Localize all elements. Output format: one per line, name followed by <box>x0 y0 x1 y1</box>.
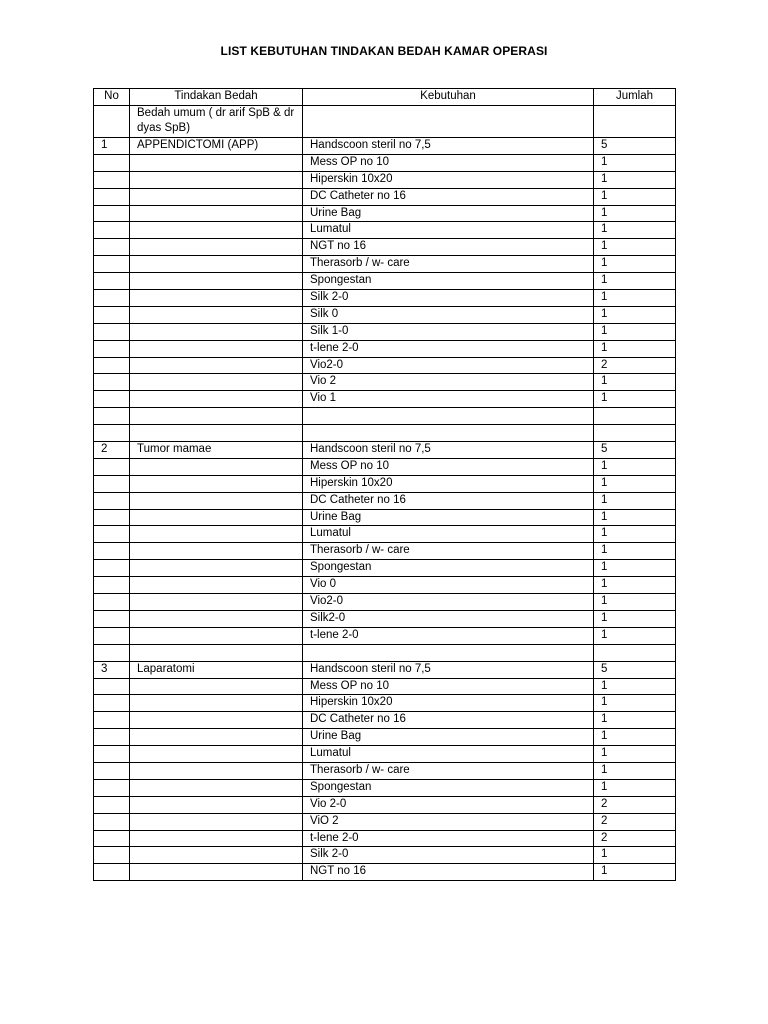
kebutuhan-cell: Vio2-0 <box>303 357 594 374</box>
table-row <box>94 106 676 138</box>
kebutuhan-cell: Spongestan <box>303 560 594 577</box>
kebutuhan-cell: Urine Bag <box>303 729 594 746</box>
kebutuhan-cell: t-lene 2-0 <box>303 830 594 847</box>
tindakan-cell <box>130 290 303 307</box>
row-number-cell <box>94 678 130 695</box>
kebutuhan-cell: NGT no 16 <box>303 864 594 881</box>
kebutuhan-cell: Handscoon steril no 7,5 <box>303 661 594 678</box>
jumlah-cell: 2 <box>594 796 676 813</box>
row-number-cell <box>94 273 130 290</box>
tindakan-cell <box>130 340 303 357</box>
kebutuhan-cell: Lumatul <box>303 746 594 763</box>
table-row <box>94 627 676 644</box>
tindakan-cell <box>130 425 303 442</box>
row-number-cell <box>94 729 130 746</box>
jumlah-cell: 1 <box>594 864 676 881</box>
tindakan-cell: Bedah umum ( dr arif SpB & dr dyas SpB) <box>130 106 303 138</box>
column-header-no: No <box>94 89 130 106</box>
kebutuhan-cell: Silk 0 <box>303 306 594 323</box>
row-number-cell <box>94 391 130 408</box>
tindakan-cell <box>130 306 303 323</box>
table-row <box>94 762 676 779</box>
jumlah-cell: 5 <box>594 138 676 155</box>
tindakan-cell <box>130 509 303 526</box>
row-number-cell <box>94 458 130 475</box>
tindakan-cell <box>130 864 303 881</box>
jumlah-cell: 1 <box>594 492 676 509</box>
table-row <box>94 391 676 408</box>
tindakan-cell <box>130 695 303 712</box>
table-row <box>94 154 676 171</box>
row-number-cell <box>94 526 130 543</box>
table-row <box>94 458 676 475</box>
table-row <box>94 273 676 290</box>
table-row <box>94 864 676 881</box>
jumlah-cell: 1 <box>594 627 676 644</box>
kebutuhan-cell: Vio 0 <box>303 577 594 594</box>
tindakan-cell <box>130 830 303 847</box>
jumlah-cell: 1 <box>594 526 676 543</box>
requirements-table <box>93 88 676 881</box>
kebutuhan-cell: Silk 2-0 <box>303 290 594 307</box>
tindakan-cell <box>130 256 303 273</box>
table-row <box>94 746 676 763</box>
jumlah-cell: 1 <box>594 188 676 205</box>
table-row <box>94 661 676 678</box>
table-row <box>94 205 676 222</box>
kebutuhan-cell: Handscoon steril no 7,5 <box>303 442 594 459</box>
jumlah-cell: 5 <box>594 661 676 678</box>
row-number-cell: 1 <box>94 138 130 155</box>
tindakan-cell <box>130 357 303 374</box>
tindakan-cell: Laparatomi <box>130 661 303 678</box>
tindakan-cell <box>130 154 303 171</box>
kebutuhan-cell: Silk 1-0 <box>303 323 594 340</box>
row-number-cell <box>94 594 130 611</box>
row-number-cell <box>94 864 130 881</box>
tindakan-cell <box>130 746 303 763</box>
tindakan-cell <box>130 729 303 746</box>
kebutuhan-cell: t-lene 2-0 <box>303 340 594 357</box>
kebutuhan-cell: Vio 1 <box>303 391 594 408</box>
jumlah-cell <box>594 644 676 661</box>
table-row <box>94 729 676 746</box>
row-number-cell <box>94 290 130 307</box>
kebutuhan-cell: Mess OP no 10 <box>303 678 594 695</box>
tindakan-cell <box>130 458 303 475</box>
table-row <box>94 408 676 425</box>
tindakan-cell <box>130 222 303 239</box>
kebutuhan-cell: Hiperskin 10x20 <box>303 475 594 492</box>
kebutuhan-cell: Lumatul <box>303 222 594 239</box>
row-number-cell <box>94 644 130 661</box>
tindakan-cell <box>130 374 303 391</box>
jumlah-cell: 1 <box>594 340 676 357</box>
tindakan-cell <box>130 273 303 290</box>
column-header-tindakan: Tindakan Bedah <box>130 89 303 106</box>
kebutuhan-cell: Urine Bag <box>303 509 594 526</box>
column-header-jumlah: Jumlah <box>594 89 676 106</box>
tindakan-cell <box>130 391 303 408</box>
tindakan-cell <box>130 323 303 340</box>
kebutuhan-cell: DC Catheter no 16 <box>303 492 594 509</box>
row-number-cell <box>94 695 130 712</box>
table-row <box>94 306 676 323</box>
jumlah-cell: 5 <box>594 442 676 459</box>
tindakan-cell: APPENDICTOMI (APP) <box>130 138 303 155</box>
kebutuhan-cell <box>303 425 594 442</box>
tindakan-cell <box>130 594 303 611</box>
row-number-cell <box>94 239 130 256</box>
jumlah-cell: 1 <box>594 594 676 611</box>
kebutuhan-cell <box>303 408 594 425</box>
kebutuhan-cell: Mess OP no 10 <box>303 458 594 475</box>
tindakan-cell <box>130 577 303 594</box>
table-row <box>94 543 676 560</box>
row-number-cell <box>94 154 130 171</box>
table-row <box>94 678 676 695</box>
row-number-cell <box>94 205 130 222</box>
kebutuhan-cell: ViO 2 <box>303 813 594 830</box>
jumlah-cell: 1 <box>594 695 676 712</box>
kebutuhan-cell: Silk 2-0 <box>303 847 594 864</box>
row-number-cell <box>94 408 130 425</box>
kebutuhan-cell: Vio 2-0 <box>303 796 594 813</box>
table-row <box>94 357 676 374</box>
row-number-cell: 3 <box>94 661 130 678</box>
jumlah-cell: 1 <box>594 509 676 526</box>
jumlah-cell: 1 <box>594 847 676 864</box>
kebutuhan-cell: Mess OP no 10 <box>303 154 594 171</box>
table-row <box>94 695 676 712</box>
row-number-cell <box>94 188 130 205</box>
jumlah-cell: 1 <box>594 239 676 256</box>
row-number-cell <box>94 796 130 813</box>
table-row <box>94 340 676 357</box>
page-title: LIST KEBUTUHAN TINDAKAN BEDAH KAMAR OPERASI <box>220 44 548 58</box>
table-row <box>94 171 676 188</box>
row-number-cell <box>94 492 130 509</box>
jumlah-cell: 2 <box>594 830 676 847</box>
table-row <box>94 323 676 340</box>
jumlah-cell: 2 <box>594 813 676 830</box>
jumlah-cell: 1 <box>594 222 676 239</box>
kebutuhan-cell: Hiperskin 10x20 <box>303 695 594 712</box>
table-row <box>94 256 676 273</box>
tindakan-cell <box>130 239 303 256</box>
table-row <box>94 813 676 830</box>
table-header-row <box>94 89 676 106</box>
row-number-cell: 2 <box>94 442 130 459</box>
row-number-cell <box>94 256 130 273</box>
row-number-cell <box>94 543 130 560</box>
row-number-cell <box>94 222 130 239</box>
jumlah-cell: 1 <box>594 475 676 492</box>
row-number-cell <box>94 560 130 577</box>
kebutuhan-cell: t-lene 2-0 <box>303 627 594 644</box>
table-row <box>94 560 676 577</box>
tindakan-cell <box>130 171 303 188</box>
jumlah-cell: 1 <box>594 256 676 273</box>
table-row <box>94 509 676 526</box>
jumlah-cell: 1 <box>594 678 676 695</box>
row-number-cell <box>94 610 130 627</box>
kebutuhan-cell: DC Catheter no 16 <box>303 188 594 205</box>
tindakan-cell <box>130 678 303 695</box>
kebutuhan-cell: Hiperskin 10x20 <box>303 171 594 188</box>
jumlah-cell <box>594 106 676 138</box>
tindakan-cell <box>130 610 303 627</box>
jumlah-cell <box>594 425 676 442</box>
kebutuhan-cell: Vio2-0 <box>303 594 594 611</box>
tindakan-cell <box>130 847 303 864</box>
table-row <box>94 374 676 391</box>
kebutuhan-cell: Silk2-0 <box>303 610 594 627</box>
table-row <box>94 577 676 594</box>
kebutuhan-cell: Handscoon steril no 7,5 <box>303 138 594 155</box>
jumlah-cell: 1 <box>594 306 676 323</box>
jumlah-cell: 1 <box>594 779 676 796</box>
row-number-cell <box>94 323 130 340</box>
row-number-cell <box>94 374 130 391</box>
jumlah-cell: 1 <box>594 391 676 408</box>
row-number-cell <box>94 779 130 796</box>
kebutuhan-cell: Spongestan <box>303 273 594 290</box>
tindakan-cell <box>130 779 303 796</box>
kebutuhan-cell: Spongestan <box>303 779 594 796</box>
table-row <box>94 779 676 796</box>
table-row <box>94 442 676 459</box>
tindakan-cell <box>130 796 303 813</box>
kebutuhan-cell: DC Catheter no 16 <box>303 712 594 729</box>
tindakan-cell <box>130 644 303 661</box>
kebutuhan-cell: Therasorb / w- care <box>303 762 594 779</box>
table-row <box>94 425 676 442</box>
jumlah-cell: 1 <box>594 273 676 290</box>
row-number-cell <box>94 746 130 763</box>
jumlah-cell: 1 <box>594 323 676 340</box>
table-row <box>94 644 676 661</box>
row-number-cell <box>94 340 130 357</box>
table-row <box>94 239 676 256</box>
kebutuhan-cell: NGT no 16 <box>303 239 594 256</box>
tindakan-cell <box>130 560 303 577</box>
jumlah-cell: 1 <box>594 374 676 391</box>
row-number-cell <box>94 306 130 323</box>
kebutuhan-cell <box>303 644 594 661</box>
table-row <box>94 796 676 813</box>
tindakan-cell <box>130 526 303 543</box>
table-row <box>94 712 676 729</box>
jumlah-cell: 1 <box>594 577 676 594</box>
row-number-cell <box>94 813 130 830</box>
jumlah-cell: 1 <box>594 762 676 779</box>
table-row <box>94 610 676 627</box>
row-number-cell <box>94 171 130 188</box>
jumlah-cell: 1 <box>594 729 676 746</box>
tindakan-cell: Tumor mamae <box>130 442 303 459</box>
tindakan-cell <box>130 543 303 560</box>
table-row <box>94 138 676 155</box>
row-number-cell <box>94 830 130 847</box>
tindakan-cell <box>130 492 303 509</box>
table-row <box>94 847 676 864</box>
jumlah-cell: 1 <box>594 290 676 307</box>
row-number-cell <box>94 847 130 864</box>
row-number-cell <box>94 762 130 779</box>
tindakan-cell <box>130 205 303 222</box>
table-row <box>94 492 676 509</box>
column-header-kebutuhan: Kebutuhan <box>303 89 594 106</box>
table-row <box>94 222 676 239</box>
jumlah-cell: 1 <box>594 205 676 222</box>
table-row <box>94 526 676 543</box>
tindakan-cell <box>130 627 303 644</box>
table-row <box>94 188 676 205</box>
jumlah-cell: 2 <box>594 357 676 374</box>
row-number-cell <box>94 577 130 594</box>
tindakan-cell <box>130 475 303 492</box>
jumlah-cell: 1 <box>594 610 676 627</box>
table-row <box>94 830 676 847</box>
table-row <box>94 475 676 492</box>
row-number-cell <box>94 509 130 526</box>
row-number-cell <box>94 425 130 442</box>
jumlah-cell <box>594 408 676 425</box>
tindakan-cell <box>130 762 303 779</box>
row-number-cell <box>94 475 130 492</box>
jumlah-cell: 1 <box>594 458 676 475</box>
kebutuhan-cell: Urine Bag <box>303 205 594 222</box>
tindakan-cell <box>130 188 303 205</box>
row-number-cell <box>94 357 130 374</box>
jumlah-cell: 1 <box>594 560 676 577</box>
row-number-cell <box>94 712 130 729</box>
kebutuhan-cell: Vio 2 <box>303 374 594 391</box>
jumlah-cell: 1 <box>594 154 676 171</box>
kebutuhan-cell: Lumatul <box>303 526 594 543</box>
jumlah-cell: 1 <box>594 543 676 560</box>
kebutuhan-cell <box>303 106 594 138</box>
jumlah-cell: 1 <box>594 171 676 188</box>
kebutuhan-cell: Therasorb / w- care <box>303 256 594 273</box>
table-row <box>94 290 676 307</box>
tindakan-cell <box>130 712 303 729</box>
jumlah-cell: 1 <box>594 746 676 763</box>
kebutuhan-cell: Therasorb / w- care <box>303 543 594 560</box>
tindakan-cell <box>130 813 303 830</box>
table-body <box>94 106 676 881</box>
row-number-cell <box>94 106 130 138</box>
jumlah-cell: 1 <box>594 712 676 729</box>
table-row <box>94 594 676 611</box>
tindakan-cell <box>130 408 303 425</box>
row-number-cell <box>94 627 130 644</box>
